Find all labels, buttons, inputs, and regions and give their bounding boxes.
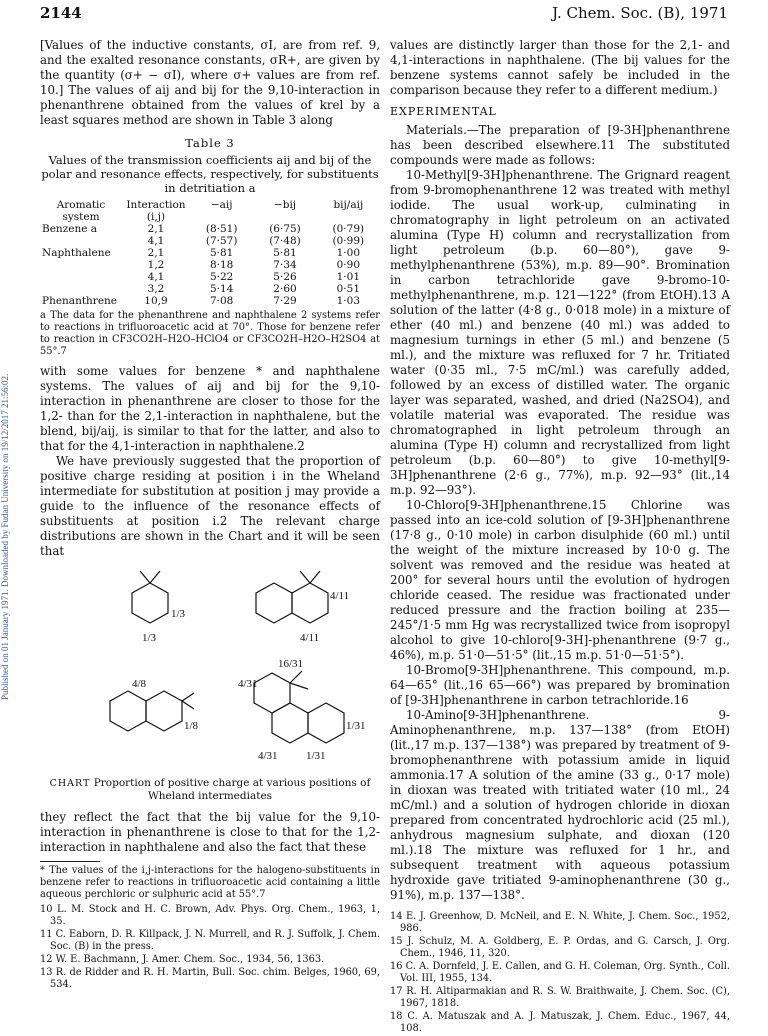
charge-label: 1/3 <box>171 608 186 620</box>
table-cell: 8·18 <box>209 259 234 271</box>
table-cell: 4,1 <box>147 235 165 247</box>
paragraph: 10-Bromo[9-3H]phenanthrene. This compound, m.p. 64—65° (lit.,16 65—66°) was prepared by bromination of [9-3H]phenanthrene in carbon tetrachloride.16 <box>390 663 730 707</box>
table-cell: 0·51 <box>336 283 361 295</box>
charge-label: 1/3 <box>142 632 157 644</box>
reference-list <box>390 911 730 1035</box>
footnote-divider <box>40 861 100 862</box>
page-number: 2144 <box>40 4 82 22</box>
table-row <box>40 235 380 247</box>
table-cell: 1,2 <box>147 259 165 271</box>
section-heading: EXPERIMENTAL <box>390 105 497 118</box>
reference: 17 R. H. Altiparmakian and R. S. W. Braithwaite, J. Chem. Soc. (C), 1967, 1818. <box>390 986 730 1009</box>
table-cell: (8·51) <box>205 223 238 235</box>
reference: 11 C. Eaborn, D. R. Killpack, J. N. Murrell, and R. J. Suffolk, J. Chem. Soc. (B) in the press. <box>40 929 380 952</box>
table-cell: 2,1 <box>147 223 165 235</box>
charge-label: 4/8 <box>132 678 147 690</box>
download-notice <box>0 230 12 700</box>
table-header: Interaction (i,j) <box>126 199 186 223</box>
charge-label: 4/11 <box>330 590 350 602</box>
naphthalene-structure-2 <box>110 691 194 731</box>
table-cell: 2·60 <box>273 283 297 295</box>
phenanthrene-structure <box>254 671 344 743</box>
table-cell: 5·26 <box>273 271 297 283</box>
table-cell: (0·99) <box>332 235 365 247</box>
table-row <box>40 271 380 283</box>
naphthalene-structure-1 <box>256 571 328 623</box>
charge-label: 1/8 <box>184 720 199 732</box>
table-cell: (7·48) <box>269 235 301 247</box>
right-column <box>390 38 730 1036</box>
table-row <box>40 223 380 235</box>
table-cell: 5·81 <box>209 247 234 259</box>
table-cell <box>40 271 122 283</box>
table-caption: Values of the transmission coefficients aij and bij of the polar and resonance effects, respectively, for substituents in detritiation a <box>41 153 379 195</box>
charge-label: 16/31 <box>278 658 304 670</box>
table-row <box>40 247 380 259</box>
download-notice-text: Published on 01 January 1971. Downloaded by Fudan University on 19/12/2017 21:56:02. <box>0 373 10 700</box>
table-cell: 5·81 <box>273 247 297 259</box>
table-title: Table 3 <box>185 136 235 150</box>
table-header: −aij <box>210 199 233 211</box>
table-cell: 10,9 <box>144 295 168 307</box>
paragraph: 10-Amino[9-3H]phenanthrene. 9-Aminophenanthrene, m.p. 137—138° (from EtOH) (lit.,17 m.p. 137—138°) was prepared by treatment of 9-bromophenanthrene with potassium amide in liquid ammonia.17 A solution of the amine (33 g., 0·17 mole) in dioxan was treated with tritiated water (10 ml., 24 mC/ml.) and a solution of hydrogen chloride in dioxan prepared from concentrated hydrochloric acid (25 ml.), anhydrous magnesium sulphate, and dioxan (120 ml.).18 The mixture was refluxed for 1 hr., and subsequent treatment with aqueous potassium hydroxide gave tritiated 9-aminophenanthrene (30 g., 91%), m.p. 137—138°. <box>390 708 730 902</box>
table-header: Aromatic system <box>56 199 106 223</box>
reference-list <box>40 904 380 991</box>
reference: 10 L. M. Stock and H. C. Brown, Adv. Phys. Org. Chem., 1963, 1, 35. <box>40 904 380 927</box>
reference: 12 W. E. Bachmann, J. Amer. Chem. Soc., 1934, 56, 1363. <box>40 954 325 965</box>
table-row <box>40 295 380 307</box>
charge-label: 4/31 <box>238 678 258 690</box>
chart-caption-text: Proportion of positive charge at various positions of Wheland intermediates <box>93 777 371 802</box>
table-header: bij/aij <box>333 199 364 211</box>
table-cell <box>40 235 122 247</box>
table-cell: 3,2 <box>147 283 165 295</box>
paragraph: 10-Methyl[9-3H]phenanthrene. The Grignard reagent from 9-bromophenanthrene 12 was treated with methyl iodide. The usual work-up, culminating in chromatography in light petroleum on an activated alumina (Type H) column and recrystallization from light petroleum (b.p. 60—80°), gave 9-methylphenanthrene (53%), m.p. 89—90°. Bromination in carbon tetrachloride gave 9-bromo-10-methylphenanthrene, m.p. 121—122° (from EtOH).13 A solution of the latter (4·8 g., 0·018 mole) in a mixture of ether (40 ml.) and benzene (40 ml.) was added to magnesium turnings in ether (5 ml.) and benzene (5 ml.), and the mixture was refluxed for 7 hr. Tritiated water (0·35 ml., 7·5 mC/ml.) was carefully added, followed by an excess of distilled water. The organic layer was separated, washed, and dried (Na2SO4), and volatile material was evaporated. The residue was chromatographed in light petroleum through an alumina (Type H) column and recrystallized from light petroleum (b.p. 60—80°) to give 10-methyl[9-3H]phenanthrene (2·6 g., 77%), m.p. 92—93° (lit.,14 m.p. 92—93°). <box>390 168 730 497</box>
table-cell: 5·14 <box>209 283 234 295</box>
table-row <box>40 283 380 295</box>
reference: 18 C. A. Matuszak and A. J. Matuszak, J. Chem. Educ., 1967, 44, 108. <box>390 1011 730 1034</box>
table-cell: (0·79) <box>332 223 365 235</box>
table-cell: Phenanthrene <box>42 295 118 307</box>
table-cell: Benzene a <box>42 223 98 235</box>
charge-label: 1/31 <box>346 720 366 732</box>
table-cell: (6·75) <box>269 223 301 235</box>
footnote: * The values of the i,j-interactions for the halogeno-substituents in benzene refer to reactions in trifluoroacetic acid containing a little aqueous perchloric or sulphuric acid at 55°.7 <box>40 865 380 900</box>
charge-label: 4/11 <box>300 632 320 644</box>
charge-label: 4/31 <box>258 750 278 762</box>
table-cell: 7·34 <box>273 259 297 271</box>
reference: 14 E. J. Greenhow, D. McNeil, and E. N. White, J. Chem. Soc., 1952, 986. <box>390 911 730 934</box>
table-3 <box>40 199 380 307</box>
paragraph: 10-Chloro[9-3H]phenanthrene.15 Chlorine was passed into an ice-cold solution of [9-3H]phenanthrene (17·8 g., 0·10 mole) in carbon disulphide (60 ml.) until the weight of the mixture increased by 10·0 g. The solvent was removed and the residue was heated at 200° for several hours until the evolution of hydrogen chloride ceased. The residue was fractionated under reduced pressure and the fraction boiling at 235—245°/1·5 mm Hg was recrystallized twice from isopropyl alcohol to give 10-chloro[9-3H]-phenanthrene (9·7 g., 46%), m.p. 51·0—51·5° (lit.,15 m.p. 51·0—51·5°). <box>390 498 730 662</box>
left-column <box>40 38 380 992</box>
paragraph: values are distinctly larger than those for the 2,1- and 4,1-interactions in naphthalene. (The bij values for the benzene systems cannot safely be included in the comparison because they refer to a different medium.) <box>390 38 730 97</box>
table-cell <box>40 283 122 295</box>
table-cell: 1·03 <box>336 295 361 307</box>
reference: 16 C. A. Dornfeld, J. E. Callen, and G. H. Coleman, Org. Synth., Coll. Vol. III, 1955, 134. <box>390 961 730 984</box>
paragraph: Materials.—The preparation of [9-3H]phenanthrene has been described elsewhere.11 The substituted compounds were made as follows: <box>390 123 730 167</box>
paragraph: with some values for benzene * and naphthalene systems. The values of aij and bij for the 9,10-interaction in phenanthrene are closer to those for the 1,2- than for the 2,1-interaction in naphthalene, but the blend, bij/aij, is similar to that for the latter, and also to that for the 4,1-interaction in naphthalene.2 <box>40 364 380 453</box>
chart-caption-label: CHART <box>49 778 91 789</box>
table-cell: 2,1 <box>147 247 165 259</box>
table-cell: (7·57) <box>205 235 238 247</box>
paragraph: they reflect the fact that the bij value for the 9,10-interaction in phenanthrene is close to that for the 1,2-interaction in naphthalene and also the fact that these <box>40 810 380 854</box>
table-cell: 7·29 <box>273 295 297 307</box>
journal-header: J. Chem. Soc. (B), 1971 <box>552 4 728 22</box>
table-cell: 0·90 <box>336 259 361 271</box>
table-cell: 1·00 <box>336 247 361 259</box>
intro-paragraph: [Values of the inductive constants, σI, are from ref. 9, and the exalted resonance constants, σR+, are given by the quantity (σ+ − σI), where σ+ values are from ref. 10.] The values of aij and bij for the 9,10-interaction in phenanthrene obtained from the values of krel by a least squares method are shown in Table 3 along <box>40 38 380 127</box>
table-header-row <box>40 199 380 223</box>
table-cell: 5·22 <box>209 271 234 283</box>
benzene-structure <box>132 571 168 623</box>
table-footnote: a The data for the phenanthrene and naphthalene 2 systems refer to reactions in trifluoroacetic acid at 70°. Those for benzene refer to reaction in CF3CO2H–H2O–HClO4 or CF3CO2H–H2O–H2SO4 at 55°.7 <box>40 310 380 357</box>
reference: 15 J. Schulz, M. A. Goldberg, E. P. Ordas, and G. Carsch, J. Org. Chem., 1946, 11, 320. <box>390 936 730 959</box>
chart-caption <box>40 777 380 802</box>
table-cell <box>40 259 122 271</box>
paragraph: We have previously suggested that the proportion of positive charge residing at position i in the Wheland intermediate for substitution at position j may provide a guide to the influence of the resonance effects of substituents at position i.2 The relevant charge distributions are shown in the Chart and it will be seen that <box>40 454 380 558</box>
table-cell: 1·01 <box>336 271 361 283</box>
reference: 13 R. de Ridder and R. H. Martin, Bull. Soc. chim. Belges, 1960, 69, 534. <box>40 967 380 990</box>
charge-label: 1/31 <box>306 750 326 762</box>
wheland-chart <box>40 563 380 783</box>
table-cell: Naphthalene <box>42 247 111 259</box>
table-cell: 7·08 <box>209 295 234 307</box>
table-cell: 4,1 <box>147 271 165 283</box>
table-header: −bij <box>273 199 297 211</box>
table-row <box>40 259 380 271</box>
